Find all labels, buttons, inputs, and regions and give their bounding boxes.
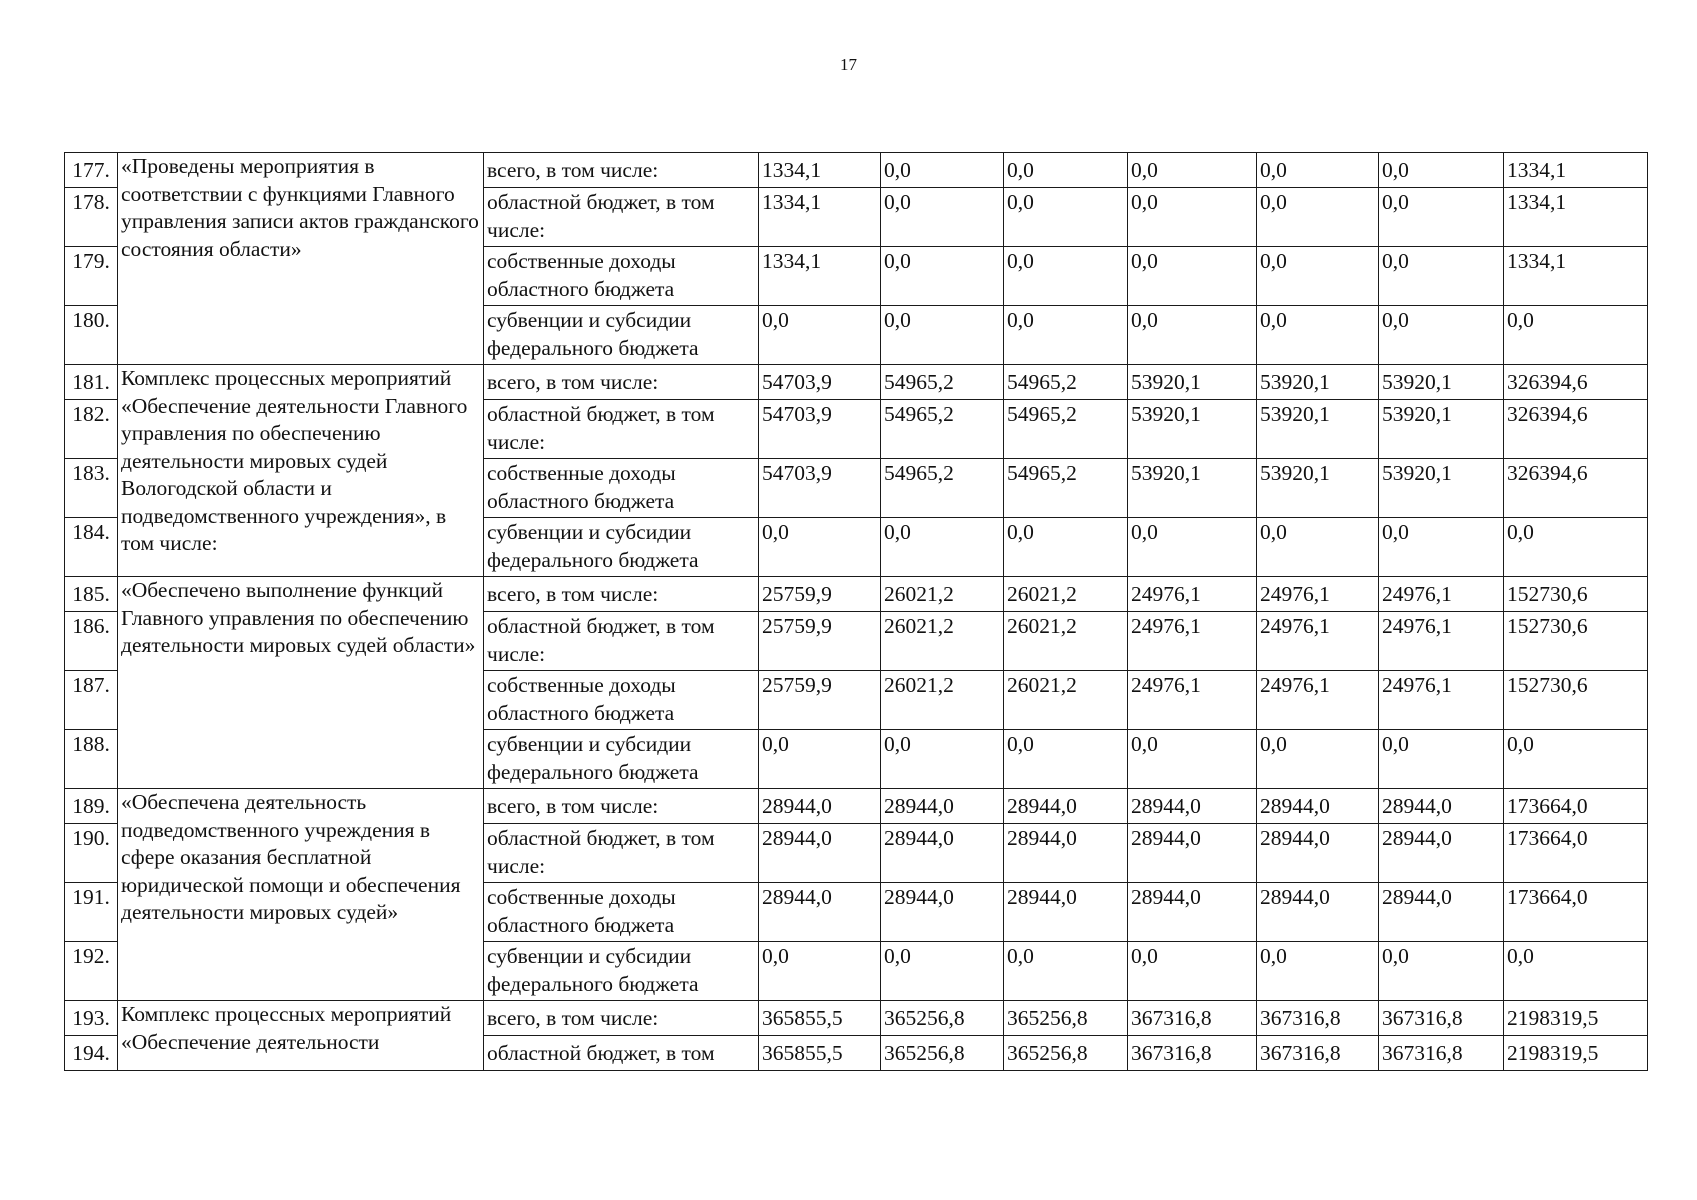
year-value-cell: 1334,1 [759, 188, 881, 247]
year-value-cell: 25759,9 [759, 671, 881, 730]
year-value-cell: 0,0 [881, 942, 1004, 1001]
year-value-cell: 28944,0 [1379, 883, 1504, 942]
total-value-cell: 1334,1 [1504, 153, 1648, 188]
year-value-cell: 0,0 [1257, 306, 1379, 365]
year-value-cell: 367316,8 [1257, 1036, 1379, 1071]
row-number: 190. [65, 824, 118, 883]
year-value-cell: 54965,2 [1004, 400, 1128, 459]
table-row [65, 577, 1648, 612]
year-value-cell: 53920,1 [1128, 459, 1257, 518]
year-value-cell: 25759,9 [759, 577, 881, 612]
year-value-cell: 0,0 [1379, 942, 1504, 1001]
year-value-cell: 28944,0 [881, 789, 1004, 824]
year-value-cell: 24976,1 [1128, 671, 1257, 730]
year-value-cell: 26021,2 [881, 671, 1004, 730]
total-value-cell: 2198319,5 [1504, 1001, 1648, 1036]
year-value-cell: 26021,2 [881, 577, 1004, 612]
year-value-cell: 28944,0 [1379, 824, 1504, 883]
total-value-cell: 326394,6 [1504, 459, 1648, 518]
funding-source: областной бюджет, в том числе: [484, 400, 759, 459]
year-value-cell: 26021,2 [881, 612, 1004, 671]
year-value-cell: 53920,1 [1379, 365, 1504, 400]
year-value-cell: 54965,2 [881, 365, 1004, 400]
year-value-cell: 28944,0 [759, 789, 881, 824]
year-value-cell: 367316,8 [1257, 1001, 1379, 1036]
activity-description: «Проведены мероприятия в соответствии с функциями Главного управления записи актов гражданского состояния области» [118, 153, 484, 365]
year-value-cell: 54703,9 [759, 365, 881, 400]
funding-source: собственные доходы областного бюджета [484, 883, 759, 942]
activity-description: Комплекс процессных мероприятий «Обеспечение деятельности [118, 1001, 484, 1071]
year-value-cell: 0,0 [1379, 247, 1504, 306]
row-number: 187. [65, 671, 118, 730]
total-value-cell: 1334,1 [1504, 247, 1648, 306]
total-value-cell: 0,0 [1504, 306, 1648, 365]
total-value-cell: 326394,6 [1504, 365, 1648, 400]
year-value-cell: 0,0 [1257, 518, 1379, 577]
year-value-cell: 0,0 [1004, 730, 1128, 789]
year-value-cell: 28944,0 [759, 883, 881, 942]
year-value-cell: 0,0 [1379, 730, 1504, 789]
funding-source: всего, в том числе: [484, 1001, 759, 1036]
year-value-cell: 53920,1 [1257, 400, 1379, 459]
year-value-cell: 365855,5 [759, 1001, 881, 1036]
year-value-cell: 0,0 [1257, 188, 1379, 247]
year-value-cell: 24976,1 [1379, 671, 1504, 730]
year-value-cell: 365256,8 [1004, 1036, 1128, 1071]
year-value-cell: 0,0 [759, 518, 881, 577]
funding-source: субвенции и субсидии федерального бюджета [484, 942, 759, 1001]
funding-source: областной бюджет, в том числе: [484, 612, 759, 671]
year-value-cell: 367316,8 [1379, 1036, 1504, 1071]
year-value-cell: 0,0 [759, 306, 881, 365]
year-value-cell: 26021,2 [1004, 612, 1128, 671]
row-number: 178. [65, 188, 118, 247]
row-number: 192. [65, 942, 118, 1001]
year-value-cell: 0,0 [1128, 730, 1257, 789]
funding-source: субвенции и субсидии федерального бюджета [484, 518, 759, 577]
year-value-cell: 0,0 [1379, 188, 1504, 247]
year-value-cell: 0,0 [1379, 153, 1504, 188]
funding-source: собственные доходы областного бюджета [484, 671, 759, 730]
year-value-cell: 0,0 [1128, 518, 1257, 577]
year-value-cell: 0,0 [881, 730, 1004, 789]
year-value-cell: 28944,0 [1004, 883, 1128, 942]
funding-source: всего, в том числе: [484, 365, 759, 400]
funding-source: областной бюджет, в том числе: [484, 188, 759, 247]
year-value-cell: 53920,1 [1379, 400, 1504, 459]
year-value-cell: 0,0 [759, 730, 881, 789]
year-value-cell: 24976,1 [1379, 612, 1504, 671]
year-value-cell: 365256,8 [881, 1001, 1004, 1036]
year-value-cell: 0,0 [1128, 188, 1257, 247]
year-value-cell: 54965,2 [881, 400, 1004, 459]
funding-source: всего, в том числе: [484, 789, 759, 824]
row-number: 179. [65, 247, 118, 306]
year-value-cell: 0,0 [1257, 730, 1379, 789]
year-value-cell: 1334,1 [759, 247, 881, 306]
year-value-cell: 0,0 [1004, 306, 1128, 365]
year-value-cell: 367316,8 [1128, 1001, 1257, 1036]
year-value-cell: 0,0 [1004, 942, 1128, 1001]
year-value-cell: 54703,9 [759, 400, 881, 459]
total-value-cell: 152730,6 [1504, 612, 1648, 671]
budget-table [64, 152, 1648, 1071]
funding-source: собственные доходы областного бюджета [484, 247, 759, 306]
activity-description: Комплекс процессных мероприятий «Обеспечение деятельности Главного управления по обеспечению деятельности мировых судей Вологодской области и подведомственного учреждения», в том числе: [118, 365, 484, 577]
year-value-cell: 28944,0 [1257, 824, 1379, 883]
total-value-cell: 326394,6 [1504, 400, 1648, 459]
year-value-cell: 0,0 [759, 942, 881, 1001]
year-value-cell: 53920,1 [1379, 459, 1504, 518]
year-value-cell: 0,0 [1004, 153, 1128, 188]
year-value-cell: 0,0 [881, 518, 1004, 577]
year-value-cell: 53920,1 [1257, 365, 1379, 400]
year-value-cell: 0,0 [881, 247, 1004, 306]
year-value-cell: 28944,0 [1257, 883, 1379, 942]
funding-source: субвенции и субсидии федерального бюджета [484, 730, 759, 789]
year-value-cell: 0,0 [1257, 247, 1379, 306]
row-number: 182. [65, 400, 118, 459]
year-value-cell: 28944,0 [759, 824, 881, 883]
funding-source: субвенции и субсидии федерального бюджета [484, 306, 759, 365]
year-value-cell: 28944,0 [1257, 789, 1379, 824]
row-number: 181. [65, 365, 118, 400]
year-value-cell: 0,0 [1004, 247, 1128, 306]
row-number: 189. [65, 789, 118, 824]
funding-source: областной бюджет, в том числе: [484, 824, 759, 883]
funding-source: всего, в том числе: [484, 153, 759, 188]
row-number: 188. [65, 730, 118, 789]
year-value-cell: 0,0 [1379, 306, 1504, 365]
year-value-cell: 0,0 [881, 306, 1004, 365]
year-value-cell: 0,0 [1004, 518, 1128, 577]
year-value-cell: 28944,0 [1128, 824, 1257, 883]
year-value-cell: 365256,8 [881, 1036, 1004, 1071]
year-value-cell: 24976,1 [1257, 612, 1379, 671]
year-value-cell: 26021,2 [1004, 577, 1128, 612]
year-value-cell: 1334,1 [759, 153, 881, 188]
year-value-cell: 365855,5 [759, 1036, 881, 1071]
total-value-cell: 2198319,5 [1504, 1036, 1648, 1071]
year-value-cell: 367316,8 [1379, 1001, 1504, 1036]
year-value-cell: 24976,1 [1128, 577, 1257, 612]
funding-source: всего, в том числе: [484, 577, 759, 612]
year-value-cell: 28944,0 [881, 883, 1004, 942]
row-number: 194. [65, 1036, 118, 1071]
row-number: 185. [65, 577, 118, 612]
row-number: 180. [65, 306, 118, 365]
total-value-cell: 173664,0 [1504, 824, 1648, 883]
total-value-cell: 0,0 [1504, 730, 1648, 789]
year-value-cell: 0,0 [881, 153, 1004, 188]
year-value-cell: 28944,0 [1128, 883, 1257, 942]
year-value-cell: 367316,8 [1128, 1036, 1257, 1071]
table-row [65, 365, 1648, 400]
row-number: 193. [65, 1001, 118, 1036]
row-number: 177. [65, 153, 118, 188]
year-value-cell: 24976,1 [1257, 671, 1379, 730]
year-value-cell: 24976,1 [1379, 577, 1504, 612]
page-number: 17 [840, 55, 857, 74]
year-value-cell: 26021,2 [1004, 671, 1128, 730]
year-value-cell: 365256,8 [1004, 1001, 1128, 1036]
year-value-cell: 53920,1 [1257, 459, 1379, 518]
table-row [65, 1001, 1648, 1036]
total-value-cell: 1334,1 [1504, 188, 1648, 247]
year-value-cell: 53920,1 [1128, 365, 1257, 400]
funding-source: собственные доходы областного бюджета [484, 459, 759, 518]
year-value-cell: 0,0 [1128, 942, 1257, 1001]
total-value-cell: 0,0 [1504, 942, 1648, 1001]
year-value-cell: 28944,0 [1128, 789, 1257, 824]
year-value-cell: 0,0 [1257, 153, 1379, 188]
year-value-cell: 24976,1 [1128, 612, 1257, 671]
row-number: 183. [65, 459, 118, 518]
total-value-cell: 152730,6 [1504, 671, 1648, 730]
year-value-cell: 54965,2 [1004, 459, 1128, 518]
year-value-cell: 0,0 [1379, 518, 1504, 577]
year-value-cell: 0,0 [881, 188, 1004, 247]
year-value-cell: 0,0 [1004, 188, 1128, 247]
row-number: 184. [65, 518, 118, 577]
row-number: 191. [65, 883, 118, 942]
total-value-cell: 152730,6 [1504, 577, 1648, 612]
year-value-cell: 24976,1 [1257, 577, 1379, 612]
activity-description: «Обеспечена деятельность подведомственного учреждения в сфере оказания бесплатной юридической помощи и обеспечения деятельности мировых судей» [118, 789, 484, 1001]
year-value-cell: 28944,0 [1004, 824, 1128, 883]
total-value-cell: 173664,0 [1504, 789, 1648, 824]
year-value-cell: 0,0 [1257, 942, 1379, 1001]
year-value-cell: 54965,2 [881, 459, 1004, 518]
year-value-cell: 0,0 [1128, 306, 1257, 365]
year-value-cell: 28944,0 [1004, 789, 1128, 824]
year-value-cell: 54965,2 [1004, 365, 1128, 400]
year-value-cell: 28944,0 [881, 824, 1004, 883]
total-value-cell: 0,0 [1504, 518, 1648, 577]
total-value-cell: 173664,0 [1504, 883, 1648, 942]
year-value-cell: 54703,9 [759, 459, 881, 518]
year-value-cell: 0,0 [1128, 247, 1257, 306]
table-row [65, 153, 1648, 188]
row-number: 186. [65, 612, 118, 671]
year-value-cell: 25759,9 [759, 612, 881, 671]
year-value-cell: 28944,0 [1379, 789, 1504, 824]
funding-source: областной бюджет, в том [484, 1036, 759, 1071]
table-row [65, 789, 1648, 824]
activity-description: «Обеспечено выполнение функций Главного управления по обеспечению деятельности мировых судей области» [118, 577, 484, 789]
year-value-cell: 0,0 [1128, 153, 1257, 188]
year-value-cell: 53920,1 [1128, 400, 1257, 459]
